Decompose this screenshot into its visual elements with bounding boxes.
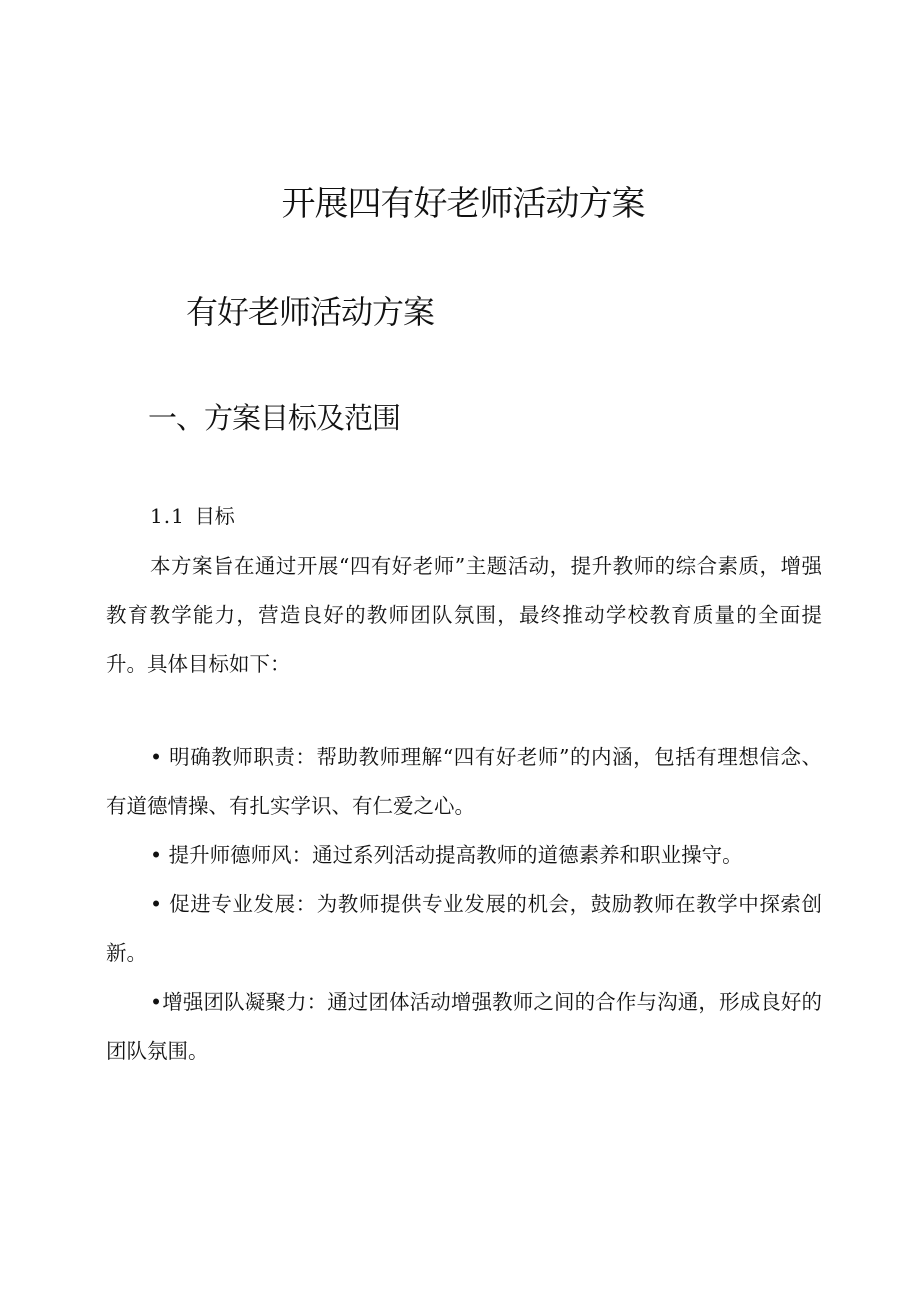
document-subtitle: 有好老师活动方案 [186,293,435,331]
subsection-label: 目标 [194,504,235,528]
bullet-item: • 促进专业发展：为教师提供专业发展的机会，鼓励教师在教学中探索创新。 [106,892,822,965]
subsection-number: 1.1 [150,504,185,528]
document-title: 开展四有好老师活动方案 [281,184,645,224]
subsection-heading [150,502,235,530]
bullet-item: • 明确教师职责：帮助教师理解“四有好老师”的内涵，包括有理想信念、有道德情操、有扎实学识、有仁爱之心。 [106,745,822,818]
bullet-item: •增强团队凝聚力：通过团体活动增强教师之间的合作与沟通，形成良好的团队氛围。 [106,990,822,1063]
bullet-item: • 提升师德师风：通过系列活动提高教师的道德素养和职业操守。 [150,843,743,867]
intro-paragraph: 本方案旨在通过开展“四有好老师”主题活动，提升教师的综合素质，增强教育教学能力，营造良好的教师团队氛围，最终推动学校教育质量的全面提升。具体目标如下： [106,554,822,676]
section-heading: 一、方案目标及范围 [148,401,401,435]
